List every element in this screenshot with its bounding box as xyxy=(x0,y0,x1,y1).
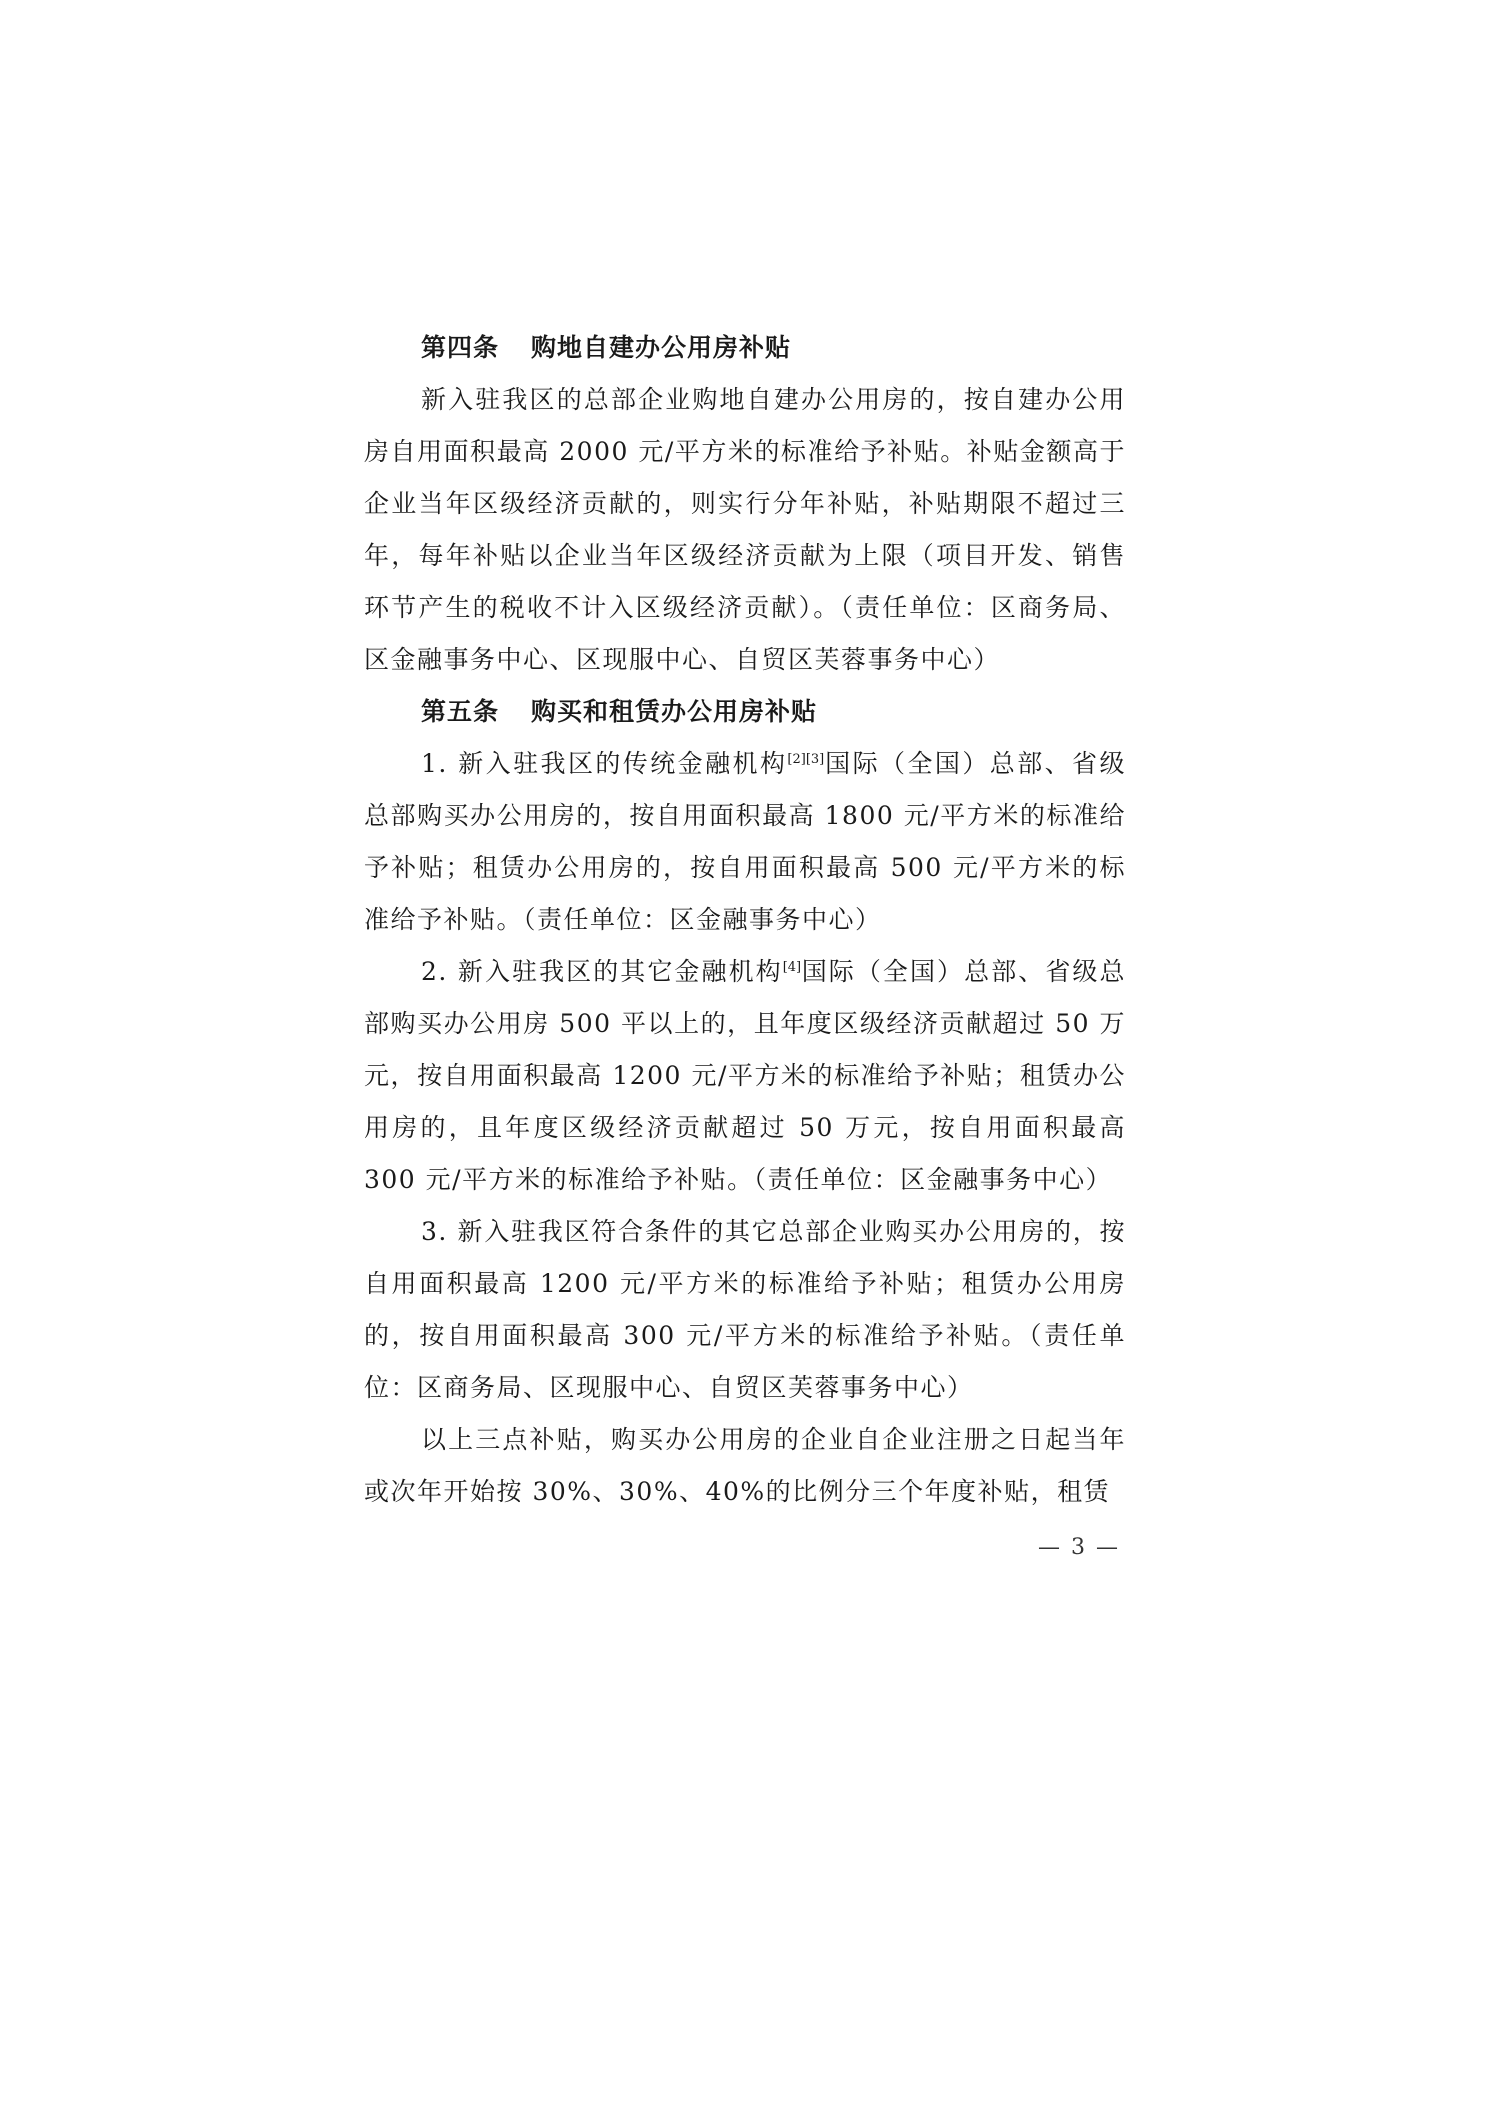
page-number: — 3 — xyxy=(1038,1535,1120,1560)
article-5-item-2 xyxy=(364,946,1126,1206)
article-4-title: 购地自建办公用房补贴 xyxy=(531,333,792,362)
article-5-title: 购买和租赁办公用房补贴 xyxy=(531,697,818,726)
footnote-ref-4: [4] xyxy=(782,960,802,975)
article-5-heading xyxy=(364,686,1126,738)
article-5-item-1 xyxy=(364,738,1126,946)
item-2-text-end: 国际（全国）总部、省级总部购买办公用房 500 平以上的，且年度区级经济贡献超过 50 万元，按自用面积最高 1200 元/平方米的标准给予补贴；租赁办公用房的，且年度区级经济贡献超过 50 万元，按自用面积最高 300 元/平方米的标准给予补贴。（责任单位：区金融事务中心） xyxy=(364,957,1126,1194)
article-5-summary: 以上三点补贴，购买办公用房的企业自企业注册之日起当年或次年开始按 30%、30%、40%的比例分三个年度补贴，租赁 xyxy=(364,1425,1126,1506)
footnote-ref-2-3: [2][3] xyxy=(787,752,825,767)
item-2-text-start: 2. 新入驻我区的其它金融机构 xyxy=(421,957,783,986)
article-4-paragraph: 新入驻我区的总部企业购地自建办公用房的，按自建办公用房自用面积最高 2000 元/平方米的标准给予补贴。补贴金额高于企业当年区级经济贡献的，则实行分年补贴，补贴期限不超过三年，每年补贴以企业当年区级经济贡献为上限（项目开发、销售环节产生的税收不计入区级经济贡献）。（责任单位：区商务局、区金融事务中心、区现服中心、自贸区芙蓉事务中心） xyxy=(364,385,1126,674)
item-1-text-end: 国际（全国）总部、省级总部购买办公用房的，按自用面积最高 1800 元/平方米的标准给予补贴；租赁办公用房的，按自用面积最高 500 元/平方米的标准给予补贴。（责任单位：区金融事务中心） xyxy=(364,749,1126,934)
article-5-item-3: 3. 新入驻我区符合条件的其它总部企业购买办公用房的，按自用面积最高 1200 元/平方米的标准给予补贴；租赁办公用房的，按自用面积最高 300 元/平方米的标准给予补贴。（责任单位：区商务局、区现服中心、自贸区芙蓉事务中心） xyxy=(364,1217,1126,1402)
article-5-number: 第五条 xyxy=(421,697,500,726)
page-body xyxy=(364,322,1126,1518)
article-4-heading xyxy=(364,322,1126,374)
item-1-text-start: 1. 新入驻我区的传统金融机构 xyxy=(421,749,788,778)
article-4-number: 第四条 xyxy=(421,333,500,362)
